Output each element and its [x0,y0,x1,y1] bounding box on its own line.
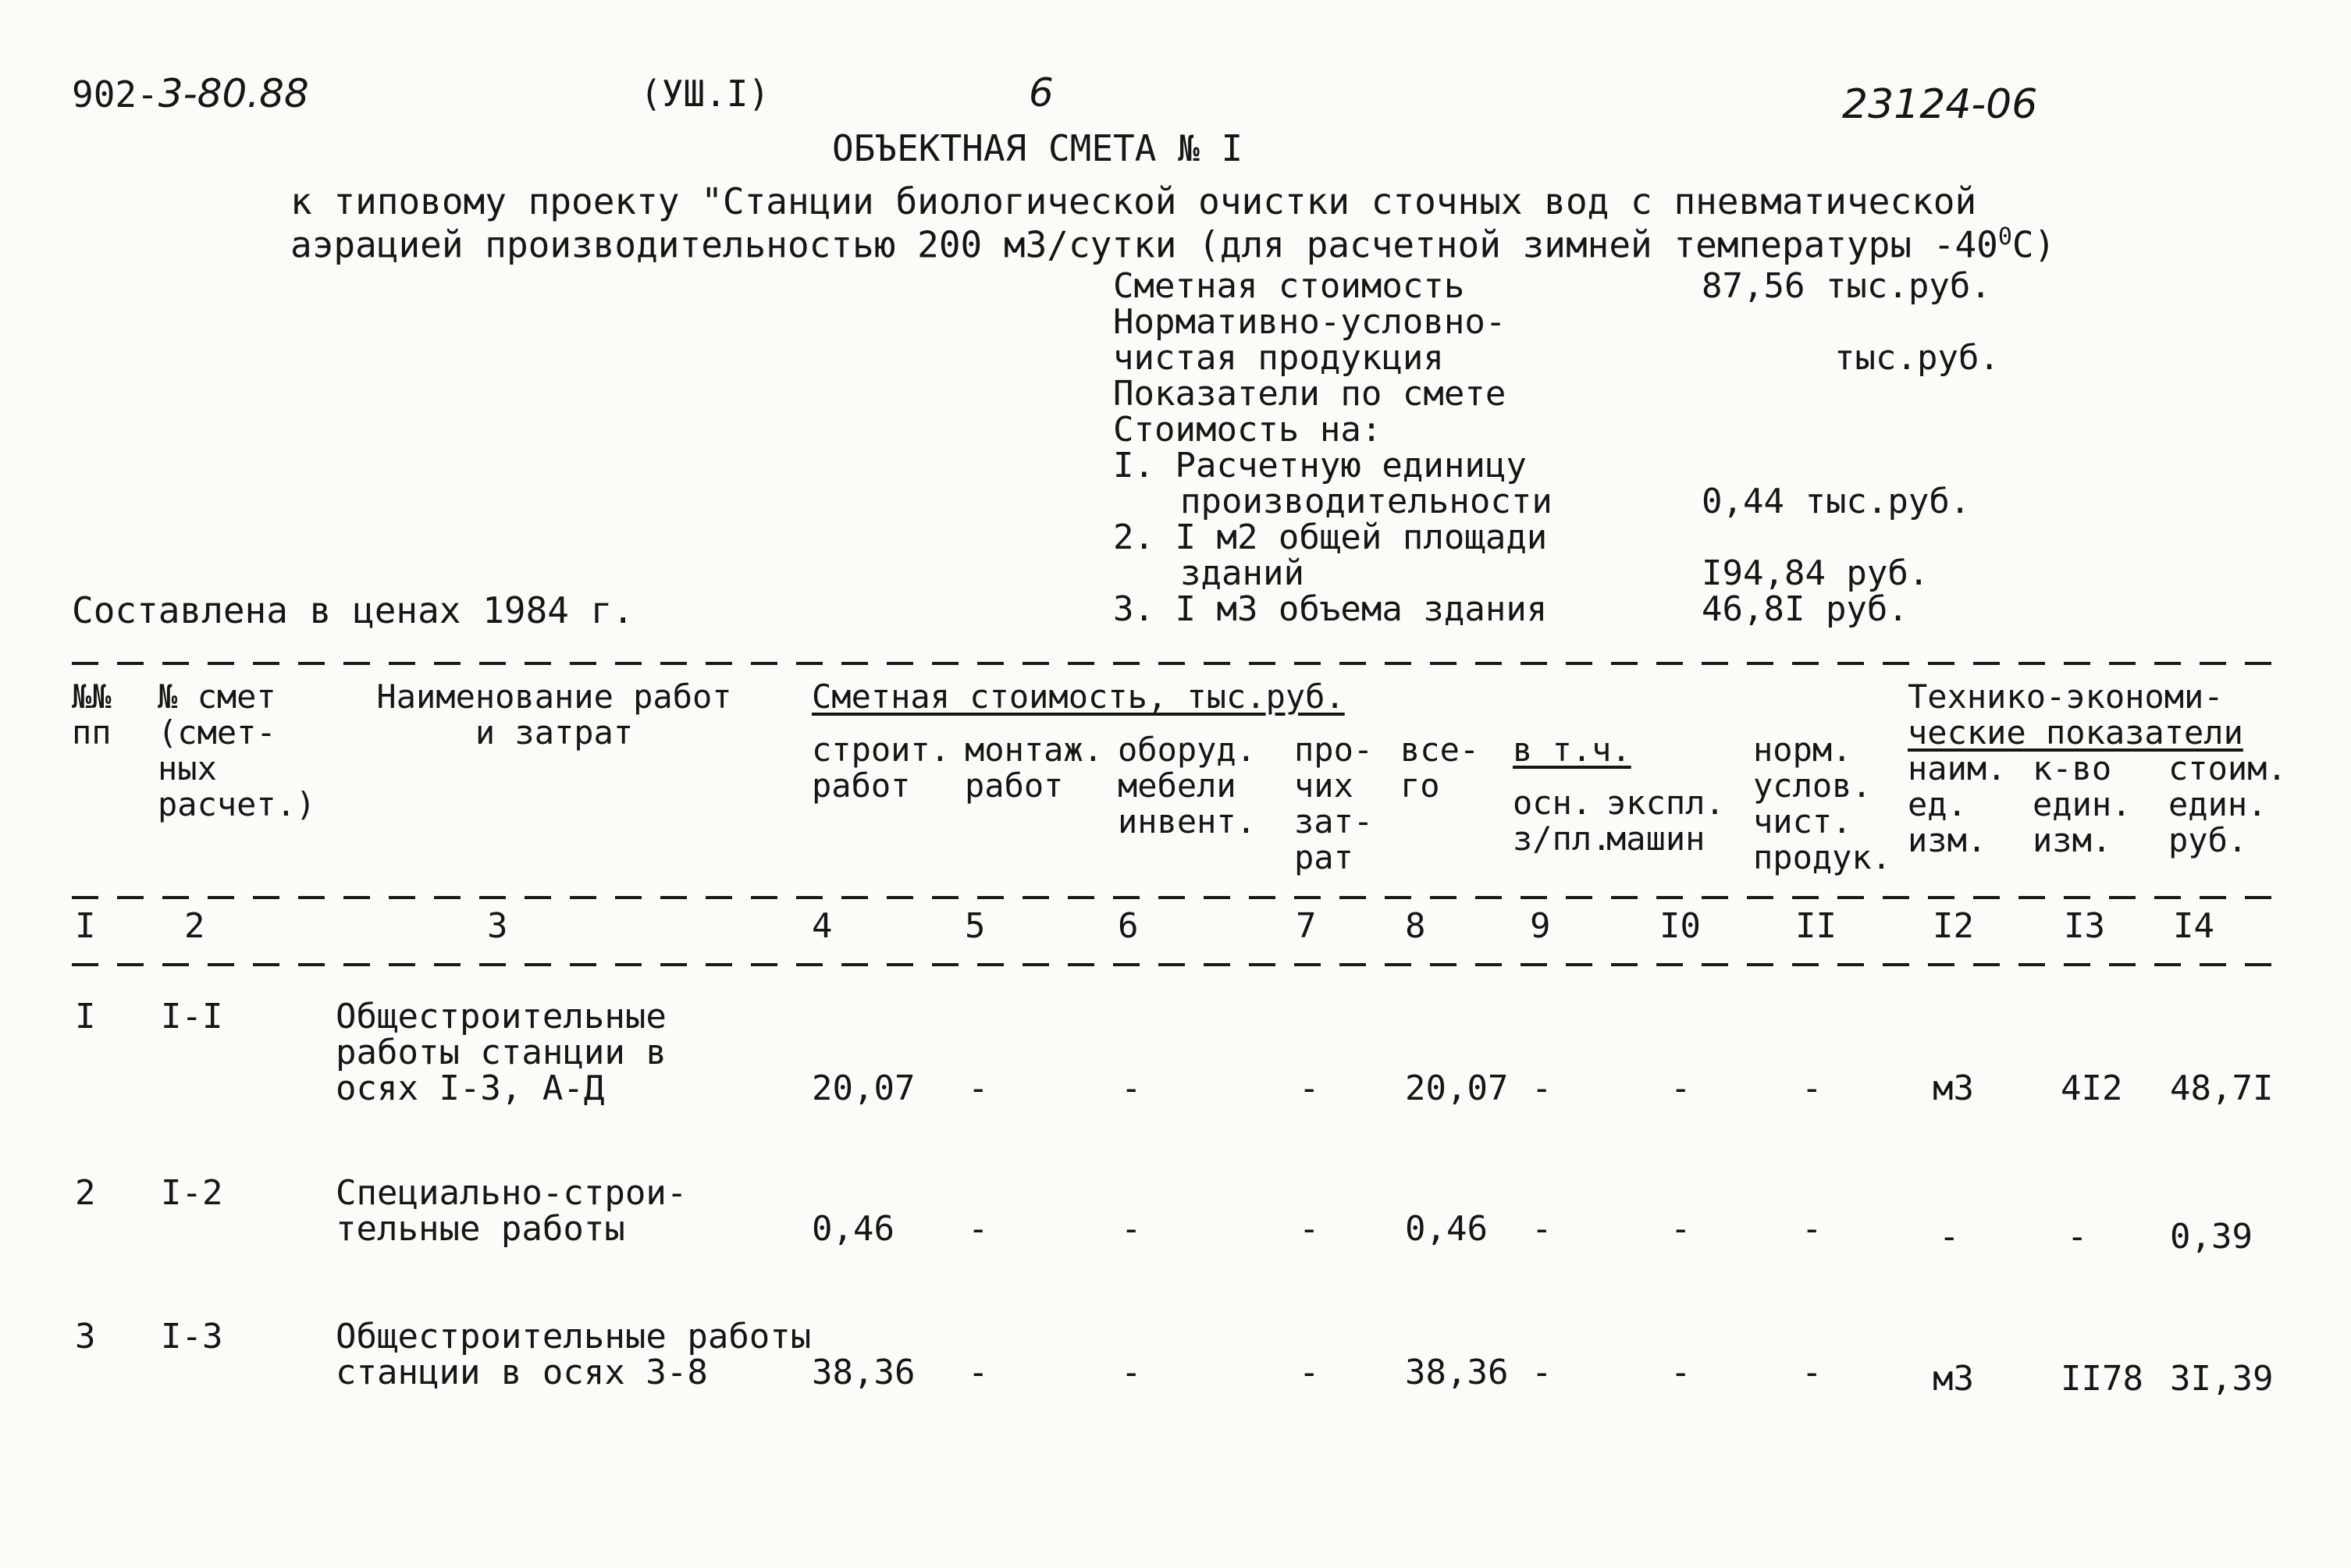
col-header-equipment: оборуд. мебели инвент. [1118,731,1257,841]
col-header-normative: норм. услов. чист. продук. [1753,731,1892,876]
row2-name: Специально-строи- тельные работы [336,1173,688,1249]
row3-construction: 38,36 [812,1353,916,1392]
volume-label: (УШ.I) [640,73,770,115]
col-header-name: Наименование работ и затрат [376,677,732,752]
summary-labels [1113,268,1553,628]
row2-unit: - [1939,1217,1960,1257]
col-header-machines: экспл. машин [1606,784,1725,858]
document-code-printed: 902- [72,73,158,116]
row1-installation: - [968,1068,989,1108]
indicators-label: Показатели по смете [1113,374,1506,414]
row3-other: - [1299,1353,1320,1392]
row2-other: - [1299,1209,1320,1249]
item1-value: 0,44 тыс.руб. [1702,482,1971,521]
subtitle-line-2-end: С) [2011,223,2056,266]
document-code-handwritten: 3-80.88 [158,71,309,116]
page-number: 6 [1029,70,1054,116]
subtitle-line-2-text: аэрацией производительностью 200 м3/сутки (для расчетной зимней температуры -40 [290,223,1998,266]
col-number-10: I0 [1659,906,1701,946]
col-number-1: I [75,906,96,946]
normative-label-2: чистая продукция [1113,338,1444,378]
row1-unit: м3 [1933,1068,1974,1108]
row1-estimate: I-I [161,997,223,1036]
col-header-num: №№ пп [72,677,112,752]
row1-name: Общестроительные работы станции в осях I-3, А-Д [336,997,667,1108]
item2-value: I94,84 руб. [1702,553,1930,593]
col-number-6: 6 [1118,906,1139,946]
col-number-13: I3 [2064,906,2105,946]
row1-quantity: 4I2 [2061,1068,2123,1108]
col-number-14: I4 [2173,906,2214,946]
row3-machines: - [1670,1353,1691,1392]
cost-label: Сметная стоимость [1113,266,1465,306]
row3-estimate: I-3 [161,1317,223,1356]
header-bottom-rule [72,896,2289,899]
normative-label-1: Нормативно-условно- [1113,302,1506,342]
row3-unit: м3 [1933,1359,1974,1399]
row2-construction: 0,46 [812,1209,895,1249]
column-numbers-rule [72,963,2289,966]
col-number-8: 8 [1405,906,1426,946]
col-number-7: 7 [1296,906,1317,946]
col-header-unit: наим. ед. изм. [1908,749,2007,859]
row1-machines: - [1670,1068,1691,1108]
row3-quantity: II78 [2061,1359,2143,1399]
row2-wages: - [1531,1209,1553,1249]
document-code [72,71,309,116]
table-top-rule [72,662,2289,665]
col-header-total: все- го [1400,731,1480,805]
row1-other: - [1299,1068,1320,1108]
col-header-quantity: к-во един. изм. [2033,749,2132,859]
col-number-12: I2 [1933,906,1974,946]
row3-wages: - [1531,1353,1553,1392]
col-number-3: 3 [487,906,508,946]
row3-total: 38,36 [1405,1353,1509,1392]
row3-equipment: - [1121,1353,1142,1392]
row2-equipment: - [1121,1209,1142,1249]
col-number-9: 9 [1530,906,1551,946]
col-header-unit-cost: стоим. един. руб. [2168,749,2287,859]
row2-quantity: - [2067,1217,2088,1257]
cost-per-label: Стоимость на: [1113,410,1382,450]
subtitle-line-2 [290,219,2056,266]
col-number-11: II [1795,906,1837,946]
normative-value: тыс.руб. [1834,338,2000,378]
degree-superscript: 0 [1997,223,2012,251]
col-number-5: 5 [965,906,986,946]
item1-label-1: I. Расчетную единицу [1113,446,1527,485]
row1-equipment: - [1121,1068,1142,1108]
row3-num: 3 [75,1317,96,1356]
row3-installation: - [968,1353,989,1392]
page-title: ОБЪЕКТНАЯ СМЕТА № I [832,127,1243,169]
row2-machines: - [1670,1209,1691,1249]
row2-normative: - [1801,1209,1823,1249]
row2-total: 0,46 [1405,1209,1488,1249]
row2-num: 2 [75,1173,96,1213]
item2-label-2: зданий [1180,553,1304,593]
row1-wages: - [1531,1068,1553,1108]
row2-installation: - [968,1209,989,1249]
row2-unit-cost: 0,39 [2170,1217,2253,1257]
row1-num: I [75,997,96,1036]
inventory-number: 23124-06 [1842,81,2038,128]
col-header-wages: осн. з/пл. [1513,784,1612,858]
subtitle-line-1: к типовому проекту "Станции биологической очистки сточных вод с пневматической [290,180,1977,222]
row1-unit-cost: 48,7I [2170,1068,2274,1108]
row1-construction: 20,07 [812,1068,916,1108]
col-header-construction: строит. работ [812,731,951,805]
col-group-cost: Сметная стоимость, тыс.руб. [812,677,1345,716]
row3-normative: - [1801,1353,1823,1392]
col-number-2: 2 [184,906,205,946]
col-group-including: в т.ч. [1513,731,1631,769]
col-header-installation: монтаж. работ [965,731,1104,805]
row2-estimate: I-2 [161,1173,223,1213]
item2-label-1: 2. I м2 общей площади [1113,517,1548,557]
col-group-tech: Технико-экономи- ческие показатели [1908,677,2243,752]
cost-value: 87,56 тыс.руб. [1702,266,1991,306]
row3-name: Общестроительные работы станции в осях 3-8 [336,1317,812,1392]
col-header-other: про- чих зат- рат [1294,731,1374,876]
item3-label: 3. I м3 объема здания [1113,589,1548,629]
row1-total: 20,07 [1405,1068,1509,1108]
item1-label-2: производительности [1180,482,1553,521]
col-number-4: 4 [812,906,833,946]
prices-note: Составлена в ценах 1984 г. [72,589,635,631]
item3-value: 46,8I руб. [1702,589,1908,629]
col-header-estimate: № смет (смет- ных расчет.) [158,677,316,823]
row3-unit-cost: 3I,39 [2170,1359,2274,1399]
row1-normative: - [1801,1068,1823,1108]
